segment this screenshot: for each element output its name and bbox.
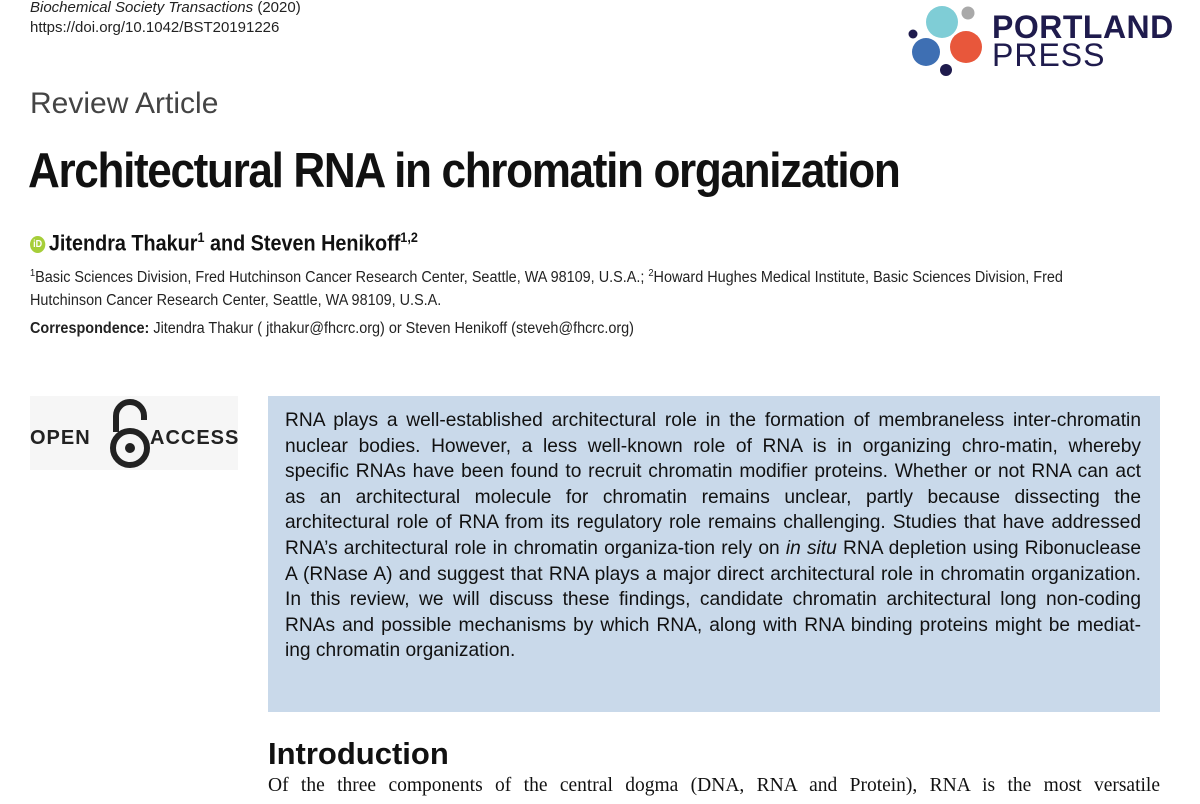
aff-2-marker: 2 [648,268,654,279]
introduction-heading: Introduction [268,736,449,771]
author-2-affiliation: 1,2 [400,229,418,245]
open-access-open-label: OPEN [30,427,91,449]
abstract-text [285,408,1141,664]
introduction-text: Of the three components of the central dogma (DNA, RNA and Protein), RNA is the most versatile [268,775,1160,796]
article-title: Architectural RNA in chromatin organization [28,144,900,198]
abstract-part-1: RNA plays a well-established architectural role in the formation of membraneless inter-chromatin nuclear bodies. However, a less well-known role of RNA is in organizing chro-matin, whereby specific RNAs have been found to recruit chromatin modifier proteins. Whether or not RNA can act as an architectural molecule for chromatin remains unclear, partly because dissecting the architectural role of RNA from its regulatory role remains challenging. Studies that have addressed RNA’s architectural role in chromatin organiza-tion rely on [285,410,1141,559]
article-type: Review Article [30,87,219,120]
publisher-dots-icon [904,0,994,82]
publisher-logo[interactable] [904,0,1174,82]
author-2-name[interactable]: Steven Henikoff [250,230,401,256]
author-list [30,222,418,258]
author-joiner: and [204,230,251,256]
abstract-part-2: RNA depletion using Ribonuclease A (RNase A) and suggest that RNA plays a major direct architectural role in chromatin organization. In this review, we will discuss these findings, candidate chromatin architectural long non-coding RNAs and possible mechanisms by which RNA, along with RNA binding proteins might be mediat-ing chromatin organization. [285,537,1141,662]
affiliations [30,262,1100,312]
journal-name: Biochemical Society Transactions [30,0,254,16]
journal-citation [30,0,301,18]
correspondence [30,318,634,340]
open-access-access-label: ACCESS [150,427,240,449]
aff-2-text: Howard Hughes Medical Institute, Basic Sciences Division, Fred Hutchinson Cancer Research Center, Seattle, WA 98109, U.S.A. [30,269,1063,310]
journal-year: (2020) [257,0,301,16]
correspondence-label: Correspondence: [30,320,150,337]
aff-1-marker: 1 [30,268,36,279]
publisher-name-line1: PORTLAND [992,9,1174,45]
correspondence-text: Jitendra Thakur ( jthakur@fhcrc.org) or Steven Henikoff (steveh@fhcrc.org) [149,320,634,337]
open-access-badge [30,396,238,470]
author-1-name[interactable]: Jitendra Thakur [48,230,198,256]
orcid-icon[interactable]: iD [30,236,45,253]
aff-1-text: Basic Sciences Division, Fred Hutchinson Cancer Research Center, Seattle, WA 98109, U.S.A.; [35,269,649,287]
publisher-name-line2: PRESS [992,37,1106,73]
open-lock-icon [108,396,152,470]
doi-link[interactable]: https://doi.org/10.1042/BST20191226 [30,19,280,36]
abstract-italic: in situ [785,537,837,559]
abstract-box [268,396,1160,712]
author-1-affiliation: 1 [197,229,205,245]
